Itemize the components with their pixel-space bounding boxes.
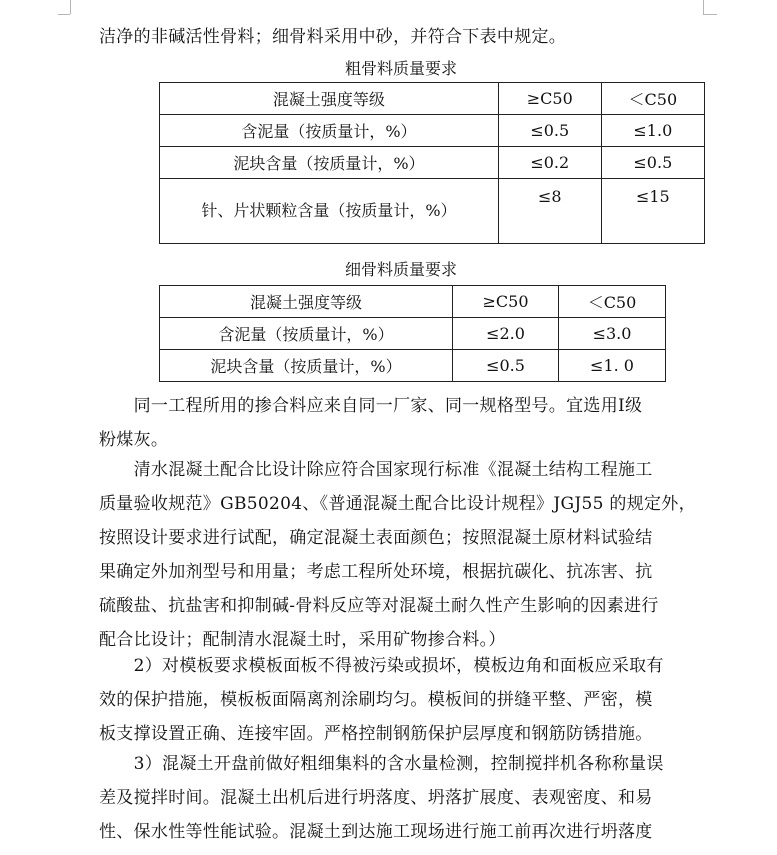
table-cell: 泥块含量（按质量计，%） <box>160 350 453 382</box>
table-row <box>160 179 705 244</box>
header-cell: ≥C50 <box>498 83 601 115</box>
crop-mark-right <box>703 0 704 14</box>
text-line: 效的保护措施，模板板面隔离剂涂刷均匀。模板间的拼缝平整、严密，模 <box>99 690 653 710</box>
table-cell: 含泥量（按质量计，%） <box>160 115 499 147</box>
crop-mark-right-horizontal <box>703 14 717 15</box>
paragraph-formwork <box>99 649 705 751</box>
table-row <box>160 115 705 147</box>
text-line: 2）对模板要求模板面板不得被污染或损坏，模板边角和面板应采取有 <box>99 656 664 676</box>
fine-aggregate-table <box>159 285 666 382</box>
table-cell: 针、片状颗粒含量（按质量计，%） <box>160 179 499 244</box>
table-row <box>160 318 666 350</box>
header-cell: ＜C50 <box>601 83 704 115</box>
table-cell: ≤8 <box>498 179 601 244</box>
text-line: 清水混凝土配合比设计除应符合国家现行标准《混凝土结构工程施工 <box>99 460 653 480</box>
text-line: 同一工程所用的掺合料应来自同一厂家、同一规格型号。宜选用Ⅰ级 <box>99 396 643 416</box>
table-header-row <box>160 286 666 318</box>
coarse-aggregate-table <box>159 82 705 244</box>
text-line: 质量验收规范》GB50204、《普通混凝土配合比设计规程》JGJ55 的规定外， <box>99 494 696 514</box>
coarse-table-caption: 粗骨料质量要求 <box>344 59 457 78</box>
table-row <box>160 147 705 179</box>
table-cell: 含泥量（按质量计，%） <box>160 318 453 350</box>
table-cell: ≤15 <box>601 179 704 244</box>
text-line: 硫酸盐、抗盐害和抑制碱-骨料反应等对混凝土耐久性产生影响的因素进行 <box>99 596 659 616</box>
header-cell: ≥C50 <box>453 286 559 318</box>
table-cell: ≤2.0 <box>453 318 559 350</box>
text-line: 板支撑设置正确、连接牢固。严格控制钢筋保护层厚度和钢筋防锈措施。 <box>99 724 653 744</box>
paragraph-admixture <box>99 389 705 457</box>
table-cell: ≤0.5 <box>601 147 704 179</box>
text-line: 按照设计要求进行试配，确定混凝土表面颜色；按照混凝土原材料试验结 <box>99 528 653 548</box>
text-line: 果确定外加剂型号和用量；考虑工程所处环境，根据抗碳化、抗冻害、抗 <box>99 562 653 582</box>
table-header-row <box>160 83 705 115</box>
paragraph-mixing-control <box>99 747 705 849</box>
table-cell: ≤0.2 <box>498 147 601 179</box>
crop-mark-left <box>70 0 71 14</box>
text-line: 3）混凝土开盘前做好粗细集料的含水量检测，控制搅拌机各称称量误 <box>99 754 664 774</box>
table-cell: ≤0.5 <box>498 115 601 147</box>
fine-table-caption: 细骨料质量要求 <box>344 260 457 279</box>
header-cell: 混凝土强度等级 <box>160 83 499 115</box>
table-cell: ≤1. 0 <box>559 350 666 382</box>
table-cell: ≤3.0 <box>559 318 666 350</box>
intro-line: 洁净的非碱活性骨料；细骨料采用中砂，并符合下表中规定。 <box>99 27 567 47</box>
table-cell: 泥块含量（按质量计，%） <box>160 147 499 179</box>
table-cell: ≤0.5 <box>453 350 559 382</box>
table-row <box>160 350 666 382</box>
text-line: 性、保水性等性能试验。混凝土到达施工现场进行施工前再次进行坍落度 <box>99 822 653 842</box>
crop-mark-left-horizontal <box>58 14 70 15</box>
text-line: 配合比设计；配制清水混凝土时，采用矿物掺合料。） <box>99 630 506 650</box>
text-line: 粉煤灰。 <box>99 430 169 450</box>
table-cell: ≤1.0 <box>601 115 704 147</box>
paragraph-mix-design <box>99 453 705 657</box>
header-cell: 混凝土强度等级 <box>160 286 453 318</box>
header-cell: ＜C50 <box>559 286 666 318</box>
text-line: 差及搅拌时间。混凝土出机后进行坍落度、坍落扩展度、表观密度、和易 <box>99 788 653 808</box>
